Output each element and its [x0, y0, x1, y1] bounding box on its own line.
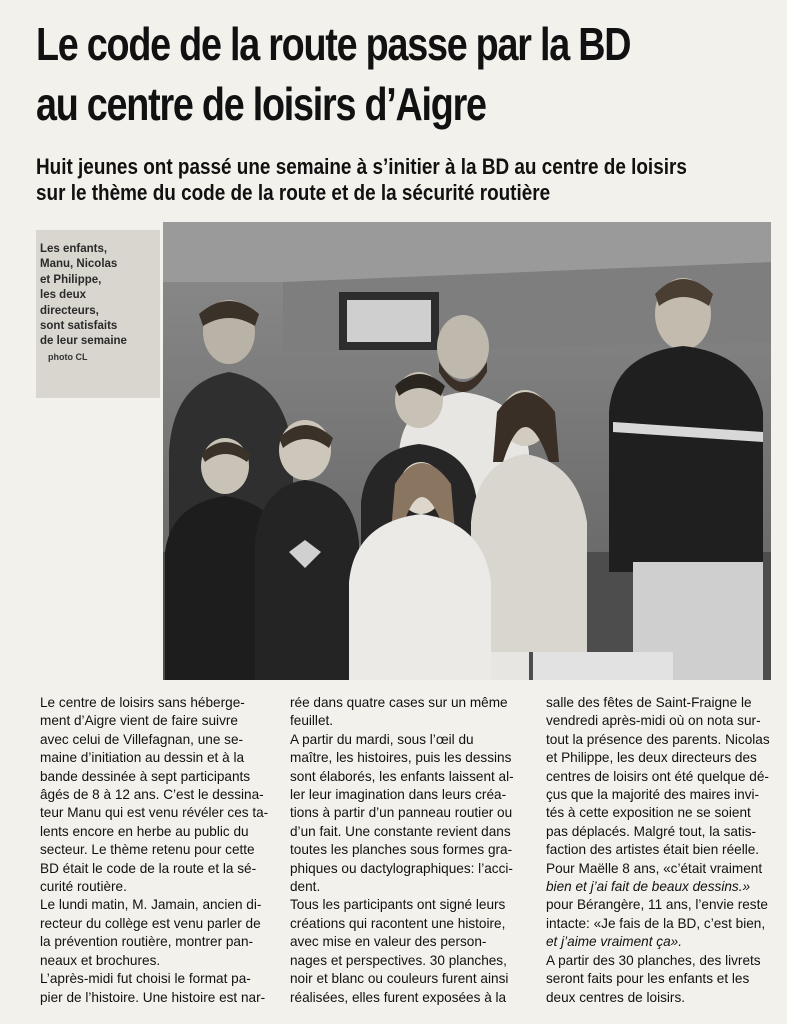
headline-line: Le code de la route passe par la BD — [36, 18, 631, 70]
body-line: feuillet. — [290, 713, 334, 729]
caption-line: de leur semaine — [40, 335, 127, 348]
body-line: et Philippe, les deux directeurs des — [546, 750, 757, 766]
body-line: Tous les participants ont signé leurs — [290, 897, 506, 913]
body-line: A partir des 30 planches, des livrets — [546, 952, 761, 968]
body-line: neaux et brochures. — [40, 952, 161, 968]
body-line: Pour Maëlle 8 ans, «c’était vraiment — [546, 860, 763, 876]
body-line: L’après-midi fut choisi le format pa- — [40, 971, 251, 987]
body-line: centres de loisirs ont été quelque dé- — [546, 768, 769, 784]
body-line: pas déplacés. Malgré tout, la satis- — [546, 823, 757, 839]
body-line: seront faits pour les enfants et les — [546, 971, 750, 987]
body-line: lents encore en herbe au public du — [40, 823, 249, 839]
body-column-1 — [40, 694, 270, 1007]
body-line: nages et perspectives. 30 planches, — [290, 952, 507, 968]
group-photo — [163, 222, 771, 680]
body-column-3 — [546, 694, 776, 1007]
body-line: tout la présence des parents. Nicolas — [546, 731, 770, 747]
body-line: intacte: «Je fais de la BD, c’est bien, — [546, 915, 766, 931]
group-photo-illustration — [163, 222, 771, 680]
body-line-quote: bien et j’ai fait de beaux dessins.» — [546, 879, 751, 895]
body-line: tés à cette exposition ne se soient — [546, 805, 751, 821]
body-line: Le lundi matin, M. Jamain, ancien di- — [40, 897, 262, 913]
body-line: d’un fait. Une constante revient dans — [290, 823, 511, 839]
body-line: deux centres de loisirs. — [546, 989, 686, 1005]
photo-caption — [36, 230, 160, 398]
body-line: avec mise en valeur des person- — [290, 934, 487, 950]
body-line: maine d’initiation au dessin et à la — [40, 750, 245, 766]
body-line: tions à partir d’un panneau routier ou — [290, 805, 513, 821]
body-line: avec celui de Villefagnan, une se- — [40, 731, 244, 747]
caption-line: sont satisfaits — [40, 320, 118, 333]
body-line: âgés de 8 à 12 ans. C’est le dessina- — [40, 787, 264, 803]
body-line: faction des artistes était bien réelle. — [546, 842, 760, 858]
body-line: teur Manu qui est venu révéler ces ta- — [40, 805, 269, 821]
body-line: ment d’Aigre vient de faire suivre — [40, 713, 238, 729]
body-line: sont élaborés, les enfants laissent al- — [290, 768, 514, 784]
headline — [36, 14, 774, 134]
body-line: recteur du collège est venu parler de — [40, 915, 261, 931]
body-line: curité routière. — [40, 879, 127, 895]
body-column-2 — [290, 694, 520, 1007]
body-line: réalisées, elles furent exposées à la — [290, 989, 507, 1005]
body-line: Le centre de loisirs sans héberge- — [40, 695, 245, 710]
body-line: salle des fêtes de Saint-Fraigne le — [546, 695, 752, 710]
caption-line: directeurs, — [40, 304, 99, 317]
caption-line: les deux — [40, 289, 87, 302]
body-line: bande dessinée à sept participants — [40, 768, 251, 784]
headline-line: au centre de loisirs d’Aigre — [36, 78, 486, 130]
body-line-quote: et j’aime vraiment ça». — [546, 934, 682, 950]
caption-text — [36, 230, 160, 350]
body-line: créations qui racontent une histoire, — [290, 915, 506, 931]
caption-line: Les enfants, — [40, 243, 108, 255]
caption-line: et Philippe, — [40, 273, 102, 286]
body-line: pier de l’histoire. Une histoire est nar- — [40, 989, 266, 1005]
body-line: ler leur imagination dans leurs créa- — [290, 787, 507, 803]
subhead-line: Huit jeunes ont passé une semaine à s’initier à la BD au centre de loisirs — [36, 154, 687, 179]
body-line: BD était le code de la route et la sé- — [40, 860, 257, 876]
subhead-line: sur le thème du code de la route et de la sécurité routière — [36, 180, 551, 205]
body-line: maître, les histoires, puis les dessins — [290, 750, 512, 766]
caption-line: Manu, Nicolas — [40, 258, 118, 271]
body-line: phiques ou dactylographiques: l’acci- — [290, 860, 513, 876]
body-line: pour Bérangère, 11 ans, l’envie reste — [546, 897, 768, 913]
body-line: A partir du mardi, sous l’œil du — [290, 731, 474, 747]
article-body — [36, 694, 776, 1012]
body-line: çus que la majorité des maires invi- — [546, 787, 760, 803]
body-line: la prévention routière, montrer pan- — [40, 934, 254, 950]
body-line: toutes les planches sous formes gra- — [290, 842, 513, 858]
body-line: noir et blanc ou couleurs furent ainsi — [290, 971, 509, 987]
body-line: dent. — [290, 879, 321, 895]
body-line: vendredi après-midi où on nota sur- — [546, 713, 761, 729]
subheadline — [36, 154, 776, 206]
photo-credit: photo CL — [48, 351, 88, 362]
body-line: rée dans quatre cases sur un même — [290, 695, 508, 710]
body-line: secteur. Le thème retenu pour cette — [40, 842, 255, 858]
